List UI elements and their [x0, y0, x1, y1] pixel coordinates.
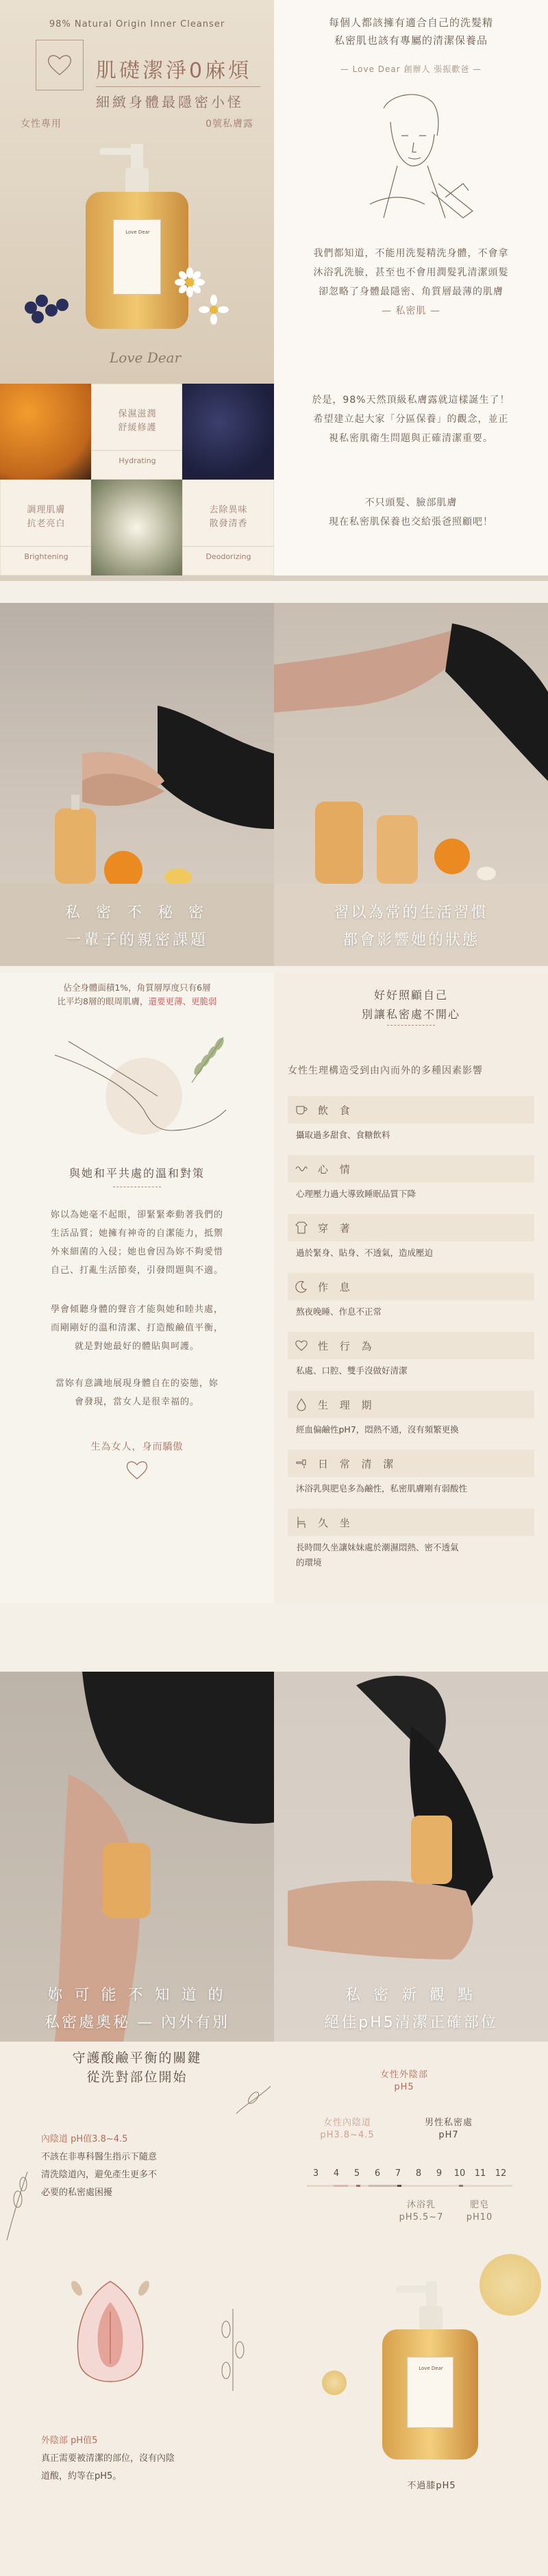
factor-label: 穿 著 [318, 1222, 354, 1235]
factor-label: 性 行 為 [318, 1340, 376, 1352]
ph-range-male [397, 2185, 401, 2187]
inner-ph-title: 內陰道 pH值3.8~4.5 [41, 2134, 128, 2144]
brand-signature: Love Dear [110, 349, 182, 366]
factor-header [288, 1332, 534, 1359]
chamomile-flower-icon [175, 267, 205, 297]
scale-label-outer-name: 女性外陰部 [379, 2070, 428, 2080]
skin-fact-line2 [0, 995, 274, 1008]
ph-tick-label: 7 [395, 2168, 401, 2179]
hero-panel [0, 0, 274, 575]
skin-fact [0, 981, 274, 1008]
ph-tick-label: 11 [474, 2168, 486, 2179]
scale-label-outer-ph: pH5 [394, 2082, 414, 2092]
ph-range-outer [356, 2185, 360, 2187]
outer-ph-desc: 真正需要被清潔的部位，沒有內陰 道酸，約等在pH5。 [41, 2453, 175, 2481]
ph-tick-label: 12 [495, 2168, 507, 2179]
section-divider [0, 575, 548, 581]
heading-divider [387, 1025, 435, 1026]
ph-range-bodywash [369, 2185, 399, 2187]
photo-woman-bodysuit [274, 1672, 548, 2042]
factor-label: 生 理 期 [318, 1399, 376, 1411]
skin-fact-prefix: 比平均8層的眼周肌膚， [57, 996, 149, 1006]
product-origin-paragraph: 於是，98%天然頂級私膚露就這樣誕生了！ 希望建立起大家「分區保養」的觀念，並正 視私密肌衛生問題與正確清潔重要。 [312, 395, 510, 444]
benefit-hydrating [91, 384, 182, 480]
factor-label: 作 息 [318, 1281, 354, 1293]
benefit-hydrating-cn: 保濕滋潤 舒緩修護 [118, 409, 157, 433]
blueberry-image [182, 384, 274, 480]
factor-label: 飲 食 [318, 1104, 354, 1117]
gentle-care-para3: 當妳有意識地展現身體自在的姿態，妳 會發現，當女人是很幸福的。 [55, 1378, 219, 1407]
benefit-deodorizing-en: Deodorizing [183, 546, 274, 561]
ingredient-grid-row-2 [0, 480, 274, 575]
scale-label-inner-ph: pH3.8~4.5 [320, 2130, 375, 2140]
factor-description: 私處、口腔、雙手沒做好清潔 [296, 1365, 408, 1376]
benefit-deodorizing-cn: 去除異味 散發清香 [209, 505, 248, 529]
factor-label: 心 情 [318, 1163, 354, 1176]
product-caption: 不過膝pH5 [407, 2481, 456, 2491]
leaf-sketch-icon [0, 2165, 34, 2247]
factor-description: 沐浴乳與肥皂多為鹼性，私密肌膚剛有弱酸性 [296, 1483, 468, 1494]
photo-woman-with-bottle [0, 603, 274, 966]
ph-tick-label: 10 [453, 2168, 466, 2179]
ph-range-soap [459, 2185, 463, 2187]
chamomile-image [91, 480, 182, 575]
factor-description: 攝取過多甜食、食糖飲料 [296, 1130, 390, 1140]
skin-fact-accent: 還要更薄、更脆弱 [148, 996, 217, 1006]
ph-section-title: 守護酸鹼平衡的關鍵 從洗對部位開始 [72, 2051, 202, 2085]
inner-ph-desc: 不該在非專科醫生指示下隨意 清洗陰道內，避免產生更多不 必要的私密處困擾 [41, 2152, 158, 2198]
serum-drop-icon [322, 2370, 347, 2395]
scale-label-outer [363, 2069, 445, 2094]
self-care-heading-2: 別讓私密處不開心 [361, 1008, 460, 1021]
scale-label-bodywash-name: 沐浴乳 [406, 2200, 436, 2210]
product-bottle [382, 2281, 478, 2460]
serum-drop-icon [480, 2254, 541, 2316]
bottle-label: Love Dear [113, 219, 161, 295]
outer-ph-title: 外陰部 pH值5 [41, 2436, 98, 2446]
bottle-label: Love Dear [407, 2357, 453, 2428]
factor-header [288, 1273, 534, 1300]
left-overlay-line1: 私 密 不 秘 密 [65, 904, 209, 921]
scale-label-soap [459, 2199, 500, 2224]
factor-description: 心理壓力過大導致睡眠品質下降 [296, 1189, 416, 1199]
benefit-brightening-en: Brightening [1, 546, 92, 561]
outer-ph-note [41, 2432, 192, 2486]
ph-tick-label: 4 [333, 2168, 340, 2179]
skin-fact-line1: 佔全身體面積1%，角質層厚度只有6層 [63, 982, 211, 993]
ph-tick-label: 9 [436, 2168, 443, 2179]
tap-icon [295, 1457, 308, 1470]
heart-icon [295, 1339, 308, 1352]
leaf-sketch-icon [233, 2083, 274, 2117]
factor-header [288, 1214, 534, 1241]
factor-description: 經血偏鹼性pH7，悶熱不通，沒有頻繁更換 [296, 1424, 459, 1435]
product-bottle [86, 144, 188, 329]
ph-tick-label: 8 [415, 2168, 422, 2179]
moon-icon [295, 1280, 308, 1293]
founder-panel [274, 0, 548, 575]
hero-title: 肌礎潔淨0麻煩 [96, 53, 260, 87]
female-only-label: 女性專用 [21, 119, 62, 129]
orange-image [0, 384, 91, 480]
left-overlay-line2: 一輩子的親密課題 [65, 932, 208, 949]
anatomy-sketch-icon [59, 2268, 162, 2398]
leaf-sketch-icon [212, 2302, 253, 2398]
left-overlay-line2: 私密處奧秘 — 內外有別 [45, 2014, 229, 2031]
gentle-care-heading: 與她和平共處的溫和對策 [68, 1167, 205, 1180]
heart-outline-icon [125, 1459, 149, 1481]
factor-header [288, 1391, 534, 1418]
photo-woman-sitting [0, 1672, 274, 2042]
factor-description: 長時間久坐讓妹妹處於潮濕悶熱、密不透氣 的環境 [296, 1542, 459, 1568]
cup-icon [295, 1103, 308, 1117]
factor-header [288, 1450, 534, 1477]
chair-icon [295, 1515, 308, 1529]
left-overlay-line1: 妳 可 能 不 知 道 的 [47, 1987, 227, 2004]
scale-label-bodywash [390, 2199, 452, 2224]
benefit-brightening-cn: 調理肌膚 抗老亮白 [27, 505, 66, 529]
scale-label-male [411, 2117, 486, 2142]
factors-intro: 女性生理構造受到由內而外的多種因素影響 [288, 1065, 483, 1076]
product-name-label: 0號私膚露 [206, 119, 253, 129]
founder-quote: 每個人都該擁有適合自己的洗髮精 私密肌也該有專屬的清潔保養品 [328, 16, 493, 47]
closing-paragraph: 不只頭髮、臉部肌膚 現在私密肌保養也交給張爸照顧吧！ [329, 497, 493, 528]
intro-paragraph: 我們都知道，不能用洗髮精洗身體，不會拿 沐浴乳洗臉，甚至也不會用潤髮乳清潔頭髮 卻忽略了身體最隱密、角質層最薄的肌膚 [313, 248, 509, 297]
factor-header [288, 1096, 534, 1124]
factor-description: 熬夜晚睡、作息不正常 [296, 1306, 382, 1317]
closing-motto: 生為女人，身而驕傲 [90, 1441, 184, 1452]
scale-label-soap-ph: pH10 [466, 2212, 493, 2222]
scale-label-male-ph: pH7 [438, 2130, 459, 2140]
factor-label: 日 常 清 潔 [318, 1458, 398, 1470]
scale-label-male-name: 男性私密處 [424, 2118, 473, 2128]
brand-tagline: 98% Natural Origin Inner Cleanser [49, 19, 225, 29]
benefit-hydrating-en: Hydrating [92, 450, 183, 465]
ingredient-grid-row-1 [0, 384, 274, 480]
right-overlay-line1: 習以為常的生活習慣 [334, 904, 488, 921]
photo-woman-legs [274, 603, 548, 966]
heart-logo-icon [36, 40, 84, 90]
factor-label: 久 坐 [318, 1517, 354, 1529]
right-overlay-line1: 私 密 新 觀 點 [345, 1987, 477, 2004]
blueberries-icon [25, 295, 79, 325]
inner-ph-note [41, 2131, 192, 2202]
right-overlay-line2: 絕佳pH5清潔正確部位 [324, 2014, 498, 2031]
gentle-care-para1: 妳以為她毫不起眼，卻緊緊牽動著我們的 生活品質；她擁有神奇的自潔能力，抵禦 外來細菌的入侵；她也會因為妳不夠愛惜 自己、打亂生活節奏，引發問題與不適。 [50, 1210, 223, 1276]
wave-icon [295, 1162, 308, 1176]
benefit-brightening [0, 480, 91, 575]
hero-title-block [96, 53, 260, 111]
factor-header [288, 1155, 534, 1182]
scale-label-inner [310, 2117, 385, 2142]
ph-tick-label: 3 [312, 2168, 319, 2179]
founder-tag: — Love Dear 創辦人 張振歡爸 — [340, 64, 482, 74]
scale-label-inner-name: 女性內陰道 [323, 2118, 371, 2128]
gentle-care-para2: 學會傾聽身體的聲音才能與她和睦共處， 而剛剛好的溫和清潔、打造酸鹼值平衡， 就是對她最好的體貼與呵護。 [50, 1304, 223, 1352]
self-care-heading-1: 好好照顧自己 [373, 989, 448, 1002]
hero-subtitle: 細緻身體最隱密小怪 [96, 94, 244, 110]
chamomile-flower-icon [199, 295, 229, 325]
drop-icon [295, 1398, 308, 1411]
factor-header [288, 1509, 534, 1536]
ph-tick-label: 5 [353, 2168, 360, 2179]
scale-label-bodywash-ph: pH5.5~7 [399, 2212, 444, 2222]
benefit-deodorizing [182, 480, 274, 575]
ph-tick-label: 6 [374, 2168, 381, 2179]
garment-icon [295, 1221, 308, 1235]
ph-range-inner [334, 2185, 348, 2187]
legs-sketch-icon [41, 1028, 240, 1144]
founder-sketch-icon [342, 81, 480, 232]
ph-scale [307, 2168, 533, 2192]
private-skin-label: — 私密肌 — [382, 306, 440, 317]
factor-description: 過於緊身、貼身、不透氣，造成壓迫 [296, 1248, 434, 1258]
scale-label-soap-name: 肥皂 [469, 2200, 489, 2210]
right-overlay-line2: 都會影響她的狀態 [342, 932, 480, 949]
